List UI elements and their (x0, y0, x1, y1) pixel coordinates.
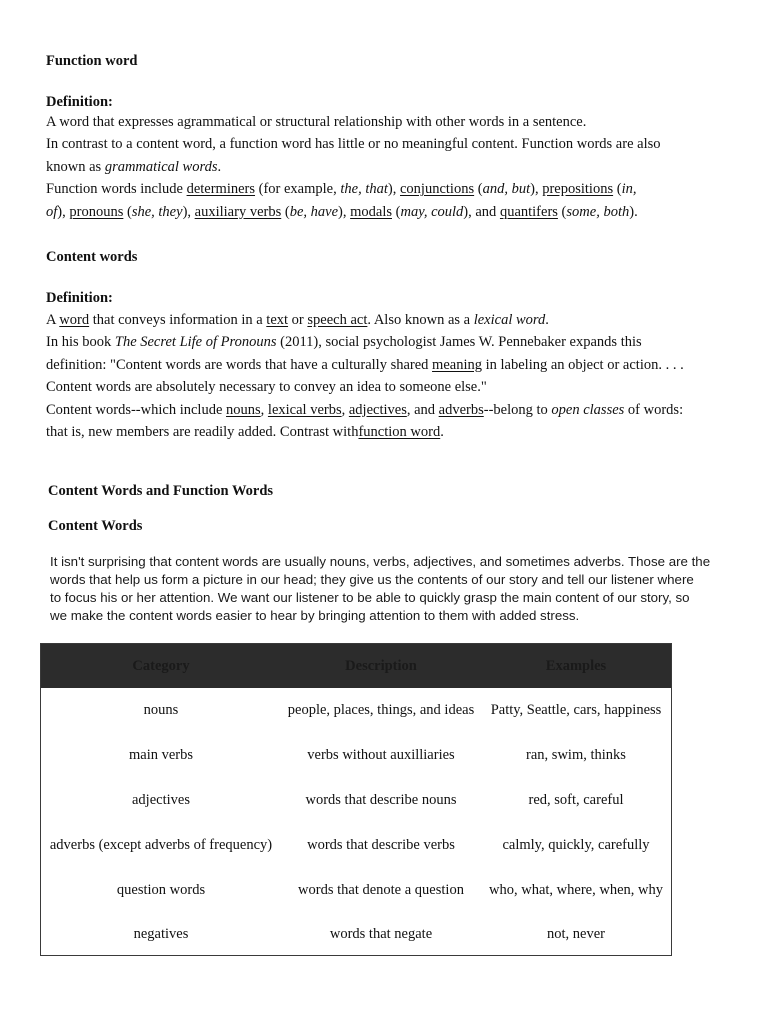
text-fragment: Content words--which include (46, 401, 227, 418)
cell-examples: Patty, Seattle, cars, happiness (490, 702, 662, 718)
cell-category: adverbs (except adverbs of frequency) (49, 837, 273, 853)
function-line-2: In contrast to a content word, a function word has little or no meaningful content. Function words are also (46, 136, 661, 153)
content-line-5 (46, 399, 726, 421)
cell-examples: calmly, quickly, carefully (502, 837, 650, 853)
function-line-5 (46, 201, 726, 223)
table-row (41, 868, 671, 913)
prepositions-link[interactable]: prepositions (542, 181, 614, 198)
cell-category: question words (116, 882, 206, 898)
text-fragment: that is, new members are readily added. Contrast with (46, 424, 359, 441)
adverbs-link[interactable]: adverbs (438, 401, 484, 418)
cell-category: adjectives (132, 792, 190, 808)
lexical-word-term: lexical word (473, 312, 546, 328)
text-fragment: ). (629, 203, 638, 220)
text-fragment: ), (182, 203, 195, 220)
cell-description: people, places, things, and ideas (287, 702, 475, 718)
text-fragment: or (288, 312, 308, 328)
function-definition-text (46, 111, 726, 223)
example-term: the, that (340, 181, 388, 198)
cell-examples: not, never (547, 926, 605, 942)
example-term: she, they (131, 203, 183, 220)
text-fragment: ( (557, 203, 567, 220)
cw-line: we make the content words easier to hear by bringing attention to them with added stress. (50, 608, 580, 623)
determiners-link[interactable]: determiners (186, 181, 256, 198)
cell-category: main verbs (128, 747, 194, 763)
cell-category: negatives (133, 926, 189, 942)
text-fragment: In his book (46, 334, 115, 351)
content-definition-text (46, 309, 726, 443)
function-line-1: A word that expresses agrammatical or structural relationship with other words in a sentence. (46, 114, 587, 130)
example-term: be, have (289, 203, 339, 220)
cell-description: verbs without auxilliaries (307, 747, 455, 763)
speech-act-link[interactable]: speech act (307, 312, 368, 328)
text-fragment: , and (406, 401, 439, 418)
cell-examples: who, what, where, when, why (489, 882, 663, 898)
table-header (41, 644, 671, 688)
text-fragment: in labeling an object or action. . . . (481, 356, 684, 373)
meaning-link[interactable]: meaning (432, 356, 482, 373)
lexical-verbs-link[interactable]: lexical verbs (267, 401, 342, 418)
table-row (41, 823, 671, 868)
text-fragment: Function words include (46, 181, 187, 198)
content-line-3 (46, 354, 726, 376)
function-line-4 (46, 178, 726, 200)
example-term: of (46, 203, 58, 220)
text-fragment: ), (387, 181, 400, 198)
word-link[interactable]: word (59, 312, 90, 328)
adjectives-link[interactable]: adjectives (348, 401, 407, 418)
text-fragment: --belong to (483, 401, 552, 418)
text-fragment: , (260, 401, 268, 418)
function-word-link[interactable]: function word (358, 424, 441, 441)
cell-description: words that describe verbs (307, 837, 455, 853)
header-examples: Examples (545, 658, 607, 674)
example-term: in, (621, 181, 637, 198)
text-fragment: , (341, 401, 349, 418)
cw-line: to focus his or her attention. We want our listener to be able to quickly grasp the main content of our story, so (50, 590, 690, 605)
function-word-title: Function word (46, 53, 138, 69)
text-fragment: ), (338, 203, 351, 220)
text-fragment: of words: (624, 401, 684, 418)
example-term: some, both (566, 203, 630, 220)
text-fragment: ( (613, 181, 622, 198)
text-fragment: definition: "Content words are words that have a culturally shared (46, 356, 433, 373)
text-fragment: known as (46, 158, 105, 175)
book-title: The Secret Life of Pronouns (114, 334, 277, 351)
cw-section-subtitle: Content Words (48, 518, 143, 534)
example-term: may, could (400, 203, 464, 220)
example-term: and, but (482, 181, 531, 198)
text-fragment: ), (530, 181, 543, 198)
content-line-2 (46, 331, 726, 353)
cell-description: words that describe nouns (305, 792, 457, 808)
header-description: Description (345, 658, 417, 674)
text-fragment: (2011), social psychologist James W. Pennebaker expands this (276, 334, 642, 351)
text-link[interactable]: text (266, 312, 289, 328)
header-category: Category (132, 658, 190, 674)
content-words-title: Content words (46, 249, 138, 265)
open-classes-term: open classes (551, 401, 625, 418)
content-definition-label: Definition: (46, 290, 113, 306)
table-row (41, 733, 671, 778)
cw-intro-paragraph (50, 553, 730, 625)
text-fragment: ( (281, 203, 290, 220)
cell-description: words that denote a question (298, 882, 464, 898)
content-line-1 (46, 309, 726, 331)
content-line-4: Content words are absolutely necessary to convey an idea to someone else." (46, 379, 487, 396)
table-row (41, 912, 671, 957)
text-fragment: ( (392, 203, 401, 220)
cell-description: words that negate (329, 926, 433, 942)
text-fragment: . (217, 158, 222, 175)
text-fragment: ), (57, 203, 70, 220)
cw-line: It isn't surprising that content words are usually nouns, verbs, adjectives, and sometimes adverbs. Those are the (50, 554, 711, 569)
text-fragment: that conveys information in a (89, 312, 267, 328)
function-line-3 (46, 156, 726, 178)
text-fragment: . (440, 424, 444, 441)
table-row (41, 688, 671, 733)
text-fragment: (for example, (255, 181, 341, 198)
pronouns-link[interactable]: pronouns (69, 203, 124, 220)
quantifers-link[interactable]: quantifers (499, 203, 558, 220)
cell-category: nouns (143, 702, 179, 718)
text-fragment: . Also known as a (367, 312, 474, 328)
auxiliary-verbs-link[interactable]: auxiliary verbs (194, 203, 282, 220)
conjunctions-link[interactable]: conjunctions (400, 181, 475, 198)
text-fragment: ( (474, 181, 483, 198)
content-line-6 (46, 421, 726, 443)
grammatical-words-term: grammatical words (104, 158, 218, 175)
text-fragment: A (46, 312, 60, 328)
cell-examples: ran, swim, thinks (526, 747, 626, 763)
table-row (41, 778, 671, 823)
text-fragment: . (545, 312, 549, 328)
text-fragment: ( (123, 203, 132, 220)
content-words-table (40, 643, 672, 956)
cw-section-title: Content Words and Function Words (48, 483, 274, 499)
text-fragment: ), and (463, 203, 500, 220)
cw-line: words that help us form a picture in our head; they give us the contents of our story and tell our listener where (50, 572, 694, 587)
cell-examples: red, soft, careful (528, 792, 624, 808)
function-definition-label: Definition: (46, 94, 113, 110)
nouns-link[interactable]: nouns (226, 401, 261, 418)
modals-link[interactable]: modals (350, 203, 392, 220)
